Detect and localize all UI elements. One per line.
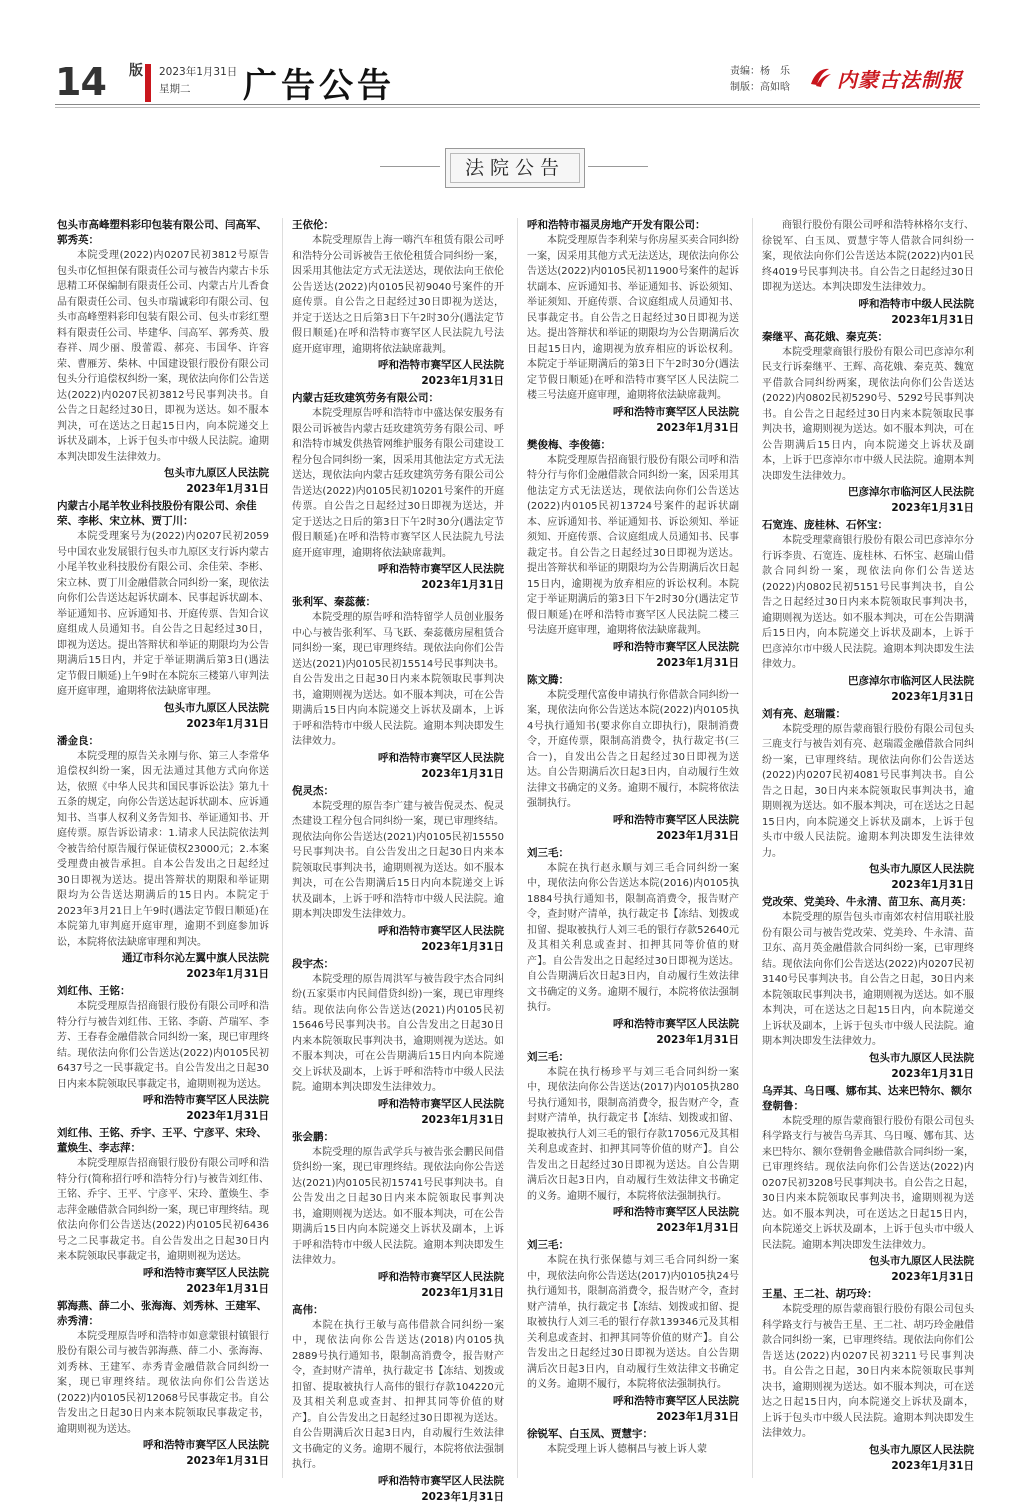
- notice-party: 刘三毛：: [527, 846, 569, 859]
- notice-body: 本院受理的原告呼和浩特留学人员创业服务中心与被告张利军、马飞跃、秦蕊薇房屋租赁合同纠纷一案，现已审理终结。现依法向你们公告送达(2021)内0105民初15514号民事判决书。自公告发出之日起30日内来本院领取民事判决书，逾期则视为送达。如不服本判决，可在公告期满后15日内向本院递交上诉状及副本，上诉于呼和浩特市中级人民法院。逾期本判决即发生法律效力。: [292, 612, 504, 747]
- notice-body: 本院受理原告招商银行股份有限公司呼和浩特分行(简称招行呼和浩特分行)与被告刘红伟、王铭、乔宇、王平、宁彦平、宋玲、董焕生、李志萍金融借款合同纠纷一案，现已审理终结。现依法向你们公告送达(2022)内0105民初6436号之二民事裁定书。自公告发出之日起30日内来本院领取民事裁定书，逾期则视为送达。: [57, 1158, 269, 1262]
- notice-column-2: [292, 218, 504, 1507]
- notice-body: 本院受理原告招商银行股份有限公司呼和浩特分行与你们金融借款合同纠纷一案，因采用其他法定方式无法送达，现依法向你们公告送达(2022)内0105民初13724号案件的起诉状副本、应诉通知书、举证通知书、诉讼须知、举证须知、开庭传票、合议庭组成人员通知书、民事裁定书。自公告之日起经过30日即视为送达。提出答辩状和举证的期限均为公告期满后次日起15日内，逾期视为放弃相应的诉讼权利。本院定于举证期满后的第3日下午2时30分(遇法定节假日顺延)在呼和浩特市赛罕区人民法院二楼三号法庭开庭审理，逾期将依法缺席裁判。: [527, 454, 739, 636]
- notice-party: 张利军、秦蕊薇：: [292, 596, 376, 608]
- issue-date: 2023年1月31日: [159, 66, 238, 78]
- notice-party: 郭海燕、薛二小、张海海、刘秀林、王建军、赤秀清：: [57, 1299, 267, 1327]
- notice-body: 本院受理代富俊申请执行你借款合同纠纷一案，现依法向你公告送达本院(2022)内0105执4号执行通知书(要求你自立即执行)，限制消费令，开庭传票，限制高消费令，执行裁定书(三合一)，自发出公告之日起经过30日即视为送达。自公告期满后次日起3日内，自动履行生效法律文书确定的义务。逾期不履行，本院将依法强制执行。: [527, 689, 739, 809]
- notice-body: 本院受理的原告李广建与被告倪灵杰、倪灵杰建设工程分包合同纠纷一案，现已审理终结。现依法向你公告送达(2021)内0105民初15550号民事判决书。自公告发出之日起30日内来本院领取民事判决书，逾期则视为送达。如不服本判决，可在公告期满后15日内向本院递交上诉状及副本，上诉于呼和浩特市中级人民法院。逾期本判决即发生法律效力。: [292, 800, 504, 920]
- editor-name: 责编：杨 乐: [730, 66, 790, 77]
- notice-body: 本院受理(2022)内0207民初3812号原告包头市亿恒担保有限责任公司与被告内蒙古卡乐思精工环保编制有限责任公司、内蒙古片儿香食品有限责任公司、包头市瑞诚彩印有限公司、包头市高峰塑料彩印包装有限公司、包头市彩红塑料有限责任公司、毕建华、闫高军、郭秀英、殷春祥、周少丽、殷蕾霞、郝亮、韦国华、许容荣、曹雁芳、柴林、中国建设银行股份有限公司包头分行追偿权纠纷一案，现依法向你们公告送达(2022)内0207民初3812号民事判决书。自公告之日起经过30日，即视为送达。如不服本判决，可在送达之日起15日内，向本院递交上诉状及副本，上诉于包头市中级人民法院。逾期本判决即发生法律效力。: [57, 250, 269, 463]
- notice-court: 包头市九原区人民法院: [869, 1051, 974, 1064]
- notice-body: 本院受理的原告武学兵与被告张会鹏民间借贷纠纷一案，现已审理终结。现依法向你公告送达(2021)内0105民初15741号民事判决书。自公告发出之日起30日内来本院领取民事判决书，逾期则视为送达。如不服本判决，可在公告期满后15日内向本院递交上诉状及副本，上诉于呼和浩特市中级人民法院。逾期本判决即发生法律效力。: [292, 1146, 504, 1266]
- header-rule: [55, 104, 980, 105]
- notice-party: 徐锐军、白玉凤、贾慧宇：: [527, 1427, 653, 1440]
- notice-party: 刘有亮、赵瑞霞：: [762, 707, 846, 720]
- notice-court: 呼和浩特市赛罕区人民法院: [143, 1266, 269, 1279]
- notice-date: 2023年1月31日: [891, 690, 974, 703]
- notice-court: 呼和浩特市赛罕区人民法院: [613, 1394, 739, 1407]
- court-notice: [762, 707, 974, 894]
- notice-party: 刘三毛：: [527, 1239, 569, 1251]
- court-notice: [292, 957, 504, 1128]
- notice-date: 2023年1月31日: [186, 1282, 269, 1295]
- notice-body: 商银行股份有限公司呼和浩特林格尔支行、徐锐军、白玉凤、贾慧宇等人借款合同纠纷一案，现依法向你们公告送达本院(2022)内01民终4019号民事判决书。自公告之日起经过30日即视为送达。本判决即发生法律效力。: [762, 220, 974, 293]
- notice-court: 呼和浩特市赛罕区人民法院: [143, 1094, 269, 1106]
- court-notice: [762, 895, 974, 1082]
- page-header: [55, 58, 980, 108]
- court-notice: [527, 1238, 739, 1425]
- notice-date: 2023年1月31日: [186, 717, 269, 730]
- notice-court: 呼和浩特市赛罕区人民法院: [378, 359, 504, 371]
- notice-party: 乌弄其、乌日嘎、娜布其、达来巴特尔、额尔登朝鲁：: [762, 1084, 972, 1112]
- court-notice: [57, 1299, 269, 1470]
- court-notice: [527, 673, 739, 844]
- court-notice: [292, 1303, 504, 1505]
- notice-party: 王星、王二社、胡巧玲：: [762, 1288, 878, 1300]
- notice-date: 2023年1月31日: [891, 313, 974, 326]
- notice-body: 本院在执行杨珍平与刘三毛合同纠纷一案中，现依法向你公告送达(2017)内0105执280号执行通知书，限制高消费令，报告财产令，查封财产清单，执行裁定书【冻结、划拨或扣留、提取被执行人刘三毛的银行存款17056元及其相关利息或查封、扣押其同等价值的财产】。自公告发出之日起经过30日即视为送达。自公告期满后次日起3日内，自动履行生效法律文书确定的义务。逾期不履行，本院将依法强制执行。: [527, 1066, 739, 1202]
- notice-date: 2023年1月31日: [186, 1455, 269, 1467]
- notice-body: 本院受理原告呼和浩特市中盛达保安服务有限公司诉被告内蒙古廷玫建筑劳务有限公司、呼和浩特市城发供热管网维护服务有限公司建设工程分包合同纠纷一案，因采用其他法定方式无法送达，现依法向内蒙古廷玫建筑劳务有限公司公告送达(2022)内0105民初10201号案件的开庭传票。自公告之日起经过30日即视为送达，并定于送达之日后的第3日下午2时30分(遇法定节假日顺延)在呼和浩特市赛罕区人民法院九号法庭开庭审理，逾期将依法缺席裁判。: [292, 408, 504, 559]
- court-notice: [762, 218, 974, 328]
- notice-date: 2023年1月31日: [656, 829, 739, 842]
- notice-party: 段宇杰：: [292, 957, 334, 970]
- notice-date: 2023年1月31日: [891, 1271, 974, 1283]
- notice-party: 刘三毛：: [527, 1050, 569, 1063]
- court-notice: [292, 784, 504, 955]
- notice-party: 内蒙古小尾羊牧业科技股份有限公司、余佳荣、李彬、宋立林、贾丁川：: [57, 500, 257, 527]
- notice-court: 包头市九原区人民法院: [869, 1255, 974, 1267]
- notice-date: 2023年1月31日: [421, 940, 504, 953]
- logo-mark-icon: [807, 64, 833, 90]
- notice-court: 呼和浩特市赛罕区人民法院: [378, 1270, 504, 1283]
- notice-court: 通辽市科尔沁左翼中旗人民法院: [122, 952, 269, 964]
- notice-body: 本院在执行赵永顺与刘三毛合同纠纷一案中，现依法向你公告送达本院(2016)内0105执1884号执行通知书，限制高消费令，报告财产令，查封财产清单，执行裁定书【冻结、划拨或扣留、提取被执行人刘三毛的银行存款52640元及其相关利息或查封、扣押其同等价值的财产】。自公告发出之日起经过30日即视为送达。自公告期满后次日起3日内，自动履行生效法律文书确定的义务。逾期不履行，本院将依法强制执行。: [527, 862, 739, 1013]
- notice-date: 2023年1月31日: [891, 1067, 974, 1080]
- notice-court: 包头市九原区人民法院: [164, 467, 269, 479]
- notice-court: 呼和浩特市赛罕区人民法院: [613, 813, 739, 826]
- notice-date: 2023年1月31日: [656, 421, 739, 434]
- section-banner: [445, 148, 585, 188]
- court-notice: [762, 330, 974, 517]
- notice-court: 呼和浩特市赛罕区人民法院: [378, 1097, 504, 1110]
- newspaper-logo: [807, 64, 982, 94]
- notice-date: 2023年1月31日: [421, 375, 504, 387]
- section-banner-text: 法院公告: [450, 153, 580, 183]
- notice-date: 2023年1月31日: [186, 1110, 269, 1122]
- notice-court: 巴彦淖尔市临河区人民法院: [848, 486, 974, 498]
- notice-court: 巴彦淖尔市临河区人民法院: [848, 674, 974, 687]
- court-notice: [57, 218, 269, 497]
- header-rule-thin: [55, 107, 980, 108]
- notice-column-4: [762, 218, 974, 1476]
- notice-court: 包头市九原区人民法院: [164, 701, 269, 714]
- notice-party: 秦继平、高花娥、秦克英：: [762, 330, 888, 343]
- notice-date: 2023年1月31日: [421, 767, 504, 780]
- page-number: 14: [55, 60, 106, 104]
- notice-body: 本院受理的原告蒙商银行股份有限公司包头三鹿支行与被告刘有亮、赵瑞霞金融借款合同纠纷一案，已审理终结。现依法向你们公告送达(2022)内0207民初4081号民事判决书。自公告之日起，30日内来本院领取民事判决书，逾期则视为送达。如不服本判决，可在送达之日起15日内，向本院递交上诉状及副本，上诉于包头市中级人民法院。逾期本判决即发生法律效力。: [762, 723, 974, 859]
- notice-body: 本院受理上诉人德桐昌与被上诉人蒙: [547, 1443, 707, 1455]
- notice-date: 2023年1月31日: [656, 1033, 739, 1046]
- notice-party: 刘红伟、王铭：: [57, 985, 131, 997]
- notice-date: 2023年1月31日: [656, 1222, 739, 1234]
- column-divider: [517, 218, 518, 1478]
- page-number-suffix: 版: [129, 63, 143, 79]
- notice-court: 呼和浩特市赛罕区人民法院: [378, 751, 504, 764]
- court-notice: [527, 846, 739, 1048]
- court-notice: [527, 218, 739, 436]
- notice-party: 潘金良：: [57, 734, 99, 747]
- notice-body: 本院在执行王敏与高伟借款合同纠纷一案中，现依法向你公告送达(2018)内0105执2889号执行通知书，限制高消费令，报告财产令，查封财产清单，执行裁定书【冻结、划拨或扣留、提取被执行人高伟的银行存款104220元及其相关利息或查封、扣押其同等价值的财产】。自公告发出之日起经过30日即视为送达。自公告期满后次日起3日内，自动履行生效法律文书确定的义务。逾期不履行，本院将依法强制执行。: [292, 1319, 504, 1470]
- court-notice: [527, 1427, 739, 1458]
- notice-date: 2023年1月31日: [421, 579, 504, 591]
- notice-date: 2023年1月31日: [891, 502, 974, 514]
- notice-body: 本院受理蒙商银行股份有限公司巴彦淖尔利民支行诉秦继平、王辉、高花娥、秦克英、魏宽平借款合同纠纷两案，现依法向你们公告送达(2022)内0802民初5290号、5292号民事判决书。自公告之日起经过30日内来本院领取民事判决书，逾期则视为送达。如不服本判决，可在公告期满后15日内，向本院递交上诉状及副本，上诉于巴彦淖尔市中级人民法院。逾期本判决即发生法律效力。: [762, 346, 974, 482]
- notice-court: 呼和浩特市赛罕区人民法院: [613, 405, 739, 418]
- court-notice: [57, 984, 269, 1124]
- notice-column-1: [57, 218, 269, 1471]
- column-divider: [752, 218, 753, 1478]
- logo-text: 内蒙古法制报: [837, 68, 963, 92]
- notice-body: 本院受理蒙商银行股份有限公司巴彦淖尔分行诉李贵、石宽连、庞桂林、石怀宝、赵瑞山借款合同纠纷一案，现依法向你们公告送达(2022)内0802民初5151号民事判决书，自公告之日起经过30日内来本院领取民事判决书，逾期则视为送达。如不服本判决，可在公告期满后15日内，向本院递交上诉状及副本，上诉于巴彦淖尔市中级人民法院。逾期本判决即发生法律效力。: [762, 535, 974, 670]
- court-notice: [57, 1126, 269, 1297]
- notice-party: 倪灵杰：: [292, 784, 334, 797]
- notice-party: 高伟：: [292, 1303, 324, 1316]
- notice-date: 2023年1月31日: [186, 968, 269, 980]
- notice-body: 本院受理原告呼和浩特市如意蒙银村镇银行股份有限公司与被告郭海燕、薛二小、张海海、刘秀林、王建军、赤秀青金融借款合同纠纷一案，现已审理终结。现依法向你们公告送达(2022)内0105民初12068号民事裁定书。自公告发出之日起30日内来本院领取民事裁定书，逾期则视为送达。: [57, 1330, 269, 1435]
- notice-court: 呼和浩特市赛罕区人民法院: [613, 1206, 739, 1218]
- court-notice: [292, 218, 504, 389]
- notice-body: 本院在执行张保德与刘三毛合同纠纷一案中，现依法向你公告送达(2017)内0105执24号执行通知书，限制高消费令，报告财产令，查封财产清单，执行裁定书【冻结、划拨或扣留、提取被执行人刘三毛的银行存款139346元及其相关利息或查封、扣押其同等价值的财产】。自公告发出之日起经过30日即视为送达。自公告期满后次日起3日内，自动履行生效法律文书确定的义务。逾期不履行，本院将依法强制执行。: [527, 1255, 739, 1390]
- notice-party: 王依伦：: [292, 219, 334, 231]
- notice-date: 2023年1月31日: [656, 1410, 739, 1423]
- notice-body: 本院受理的原告蒙商银行股份有限公司包头科学路支行与被告王星、王二社、胡巧玲金融借款合同纠纷一案，已审理终结。现依法向你们公告送达(2022)内0207民初3211号民事判决书。自公告之日起，30日内来本院领取民事判决书，逾期则视为送达。如不服本判决，可在送达之日起15日内，向本院递交上诉状及副本，上诉于包头市中级人民法院。逾期本判决即发生法律效力。: [762, 1304, 974, 1439]
- notice-party: 党改荣、党美玲、牛永清、苗卫东、高月英：: [762, 896, 972, 908]
- notice-body: 本院受理原告李利荣与你房屋买卖合同纠纷一案，因采用其他方式无法送达，现依法向你公告送达(2022)内0105民初11900号案件的起诉状副本、应诉通知书、举证通知书、诉讼须知、举证须知、开庭传票、合议庭组成人员通知书、民事裁定书。自公告之日起经过30日即视为送达。提出答辩状和举证的期限均为公告期满后次日起15日内，逾期视为放弃相应的诉讼权利。本院定于举证期满后的第3日下午2时30分(遇法定节假日顺延)在呼和浩特市赛罕区人民法院二楼三号法庭开庭审理，逾期将依法缺席裁判。: [527, 235, 739, 401]
- notice-date: 2023年1月31日: [891, 1459, 974, 1472]
- notice-body: 本院受理案号为(2022)内0207民初2059号中国农业发展银行包头市九原区支行诉内蒙古小尾羊牧业科技股份有限公司、余佳荣、李彬、宋立林、贾丁川金融借款合同纠纷一案，现依法向你们公告送达起诉状副本、民事起诉状副本、举证通知书、应诉通知书、开庭传票、告知合议庭组成人员通知书。自公告之日起经过30日，即视为送达。提出答辩状和举证的期限均为公告期满后15日内，并定于举证期满后第3日(遇法定节假日顺延)上午9时在本院东三楼第八审判法庭开庭审理，逾期将依法缺席审理。: [57, 531, 269, 697]
- court-notice: [57, 499, 269, 732]
- notice-body: 本院受理原告上海一嗨汽车租赁有限公司呼和浩特分公司诉被告王依伦租赁合同纠纷一案，因采用其他法定方式无法送达，现依法向王依伦公告送达(2022)内0105民初9040号案件的开庭传票。自公告之日起经过30日即视为送达，并定于送达之日后第3日下午2时30分(遇法定节假日顺延)在呼和浩特市赛罕区人民法院九号法庭开庭审理，逾期将依法缺席裁判。: [292, 235, 504, 355]
- notice-date: 2023年1月31日: [656, 656, 739, 669]
- court-notice: [292, 1130, 504, 1301]
- banner-right-line: [588, 166, 648, 167]
- notice-court: 呼和浩特市赛罕区人民法院: [613, 1017, 739, 1030]
- notice-body: 本院受理的原告关永刚与你、第三人李常华追偿权纠纷一案，因无法通过其他方式向你送达，依照《中华人民共和国民事诉讼法》第九十五条的规定，向你公告送达起诉状副本、应诉通知书、当事人权利义务告知书、举证通知书、开庭传票。原告诉讼请求：1.请求人民法院依法判令被告给付原告履行保证债权23000元；2.本案受理费由被告承担。自本公告发出之日起经过30日即视为送达。提出答辩状的期限和举证期限均为公告送达期满后的15日内。本院定于2023年3月21日上午9时(遇法定节假日顺延)在本院第九审判庭开庭审理，逾期不到庭参加诉讼，本院将依法缺席审理和判决。: [57, 750, 269, 948]
- court-notice: [762, 1287, 974, 1474]
- notice-court: 包头市九原区人民法院: [869, 863, 974, 875]
- notice-date: 2023年1月31日: [421, 1490, 504, 1503]
- notice-party: 张会鹏：: [292, 1130, 334, 1143]
- notice-date: 2023年1月31日: [186, 483, 269, 495]
- notice-party: 樊俊梅、李俊德：: [527, 438, 611, 451]
- notice-body: 本院受理的原告周洪军与被告段宇杰合同纠纷(五家渠市内民间借贷纠纷)一案，现已审理终结。现依法向你公告送达(2021)内0105民初15646号民事判决书。自公告发出之日起30日内来本院领取民事判决书，逾期则视为送达。如不服本判决，可在公告期满后15日内向本院递交上诉状及副本，上诉于呼和浩特市中级人民法院。逾期本判决即发生法律效力。: [292, 973, 504, 1093]
- issue-weekday: 星期二: [159, 83, 191, 95]
- notice-court: 呼和浩特市赛罕区人民法院: [378, 563, 504, 575]
- court-notice: [527, 438, 739, 671]
- section-title: 广告公告: [243, 66, 395, 106]
- court-notice: [762, 1084, 974, 1286]
- notice-party: 内蒙古廷玫建筑劳务有限公司：: [292, 392, 439, 404]
- notice-court: 呼和浩特市赛罕区人民法院: [378, 924, 504, 937]
- column-divider: [282, 218, 283, 1478]
- notice-body: 本院受理的原告包头市南郊农村信用联社股份有限公司与被告党改荣、党美玲、牛永清、苗卫东、高月英金融借款合同纠纷一案，已审理终结。现依法向你们公告送达(2022)内0207民初3140号民事判决书。自公告之日起，30日内来本院领取民事判决书，逾期则视为送达。如不服本判决，可在送达之日起15日内，向本院递交上诉状及副本，上诉于包头市中级人民法院。逾期本判决即发生法律效力。: [762, 912, 974, 1047]
- notice-party: 石宽连、庞桂林、石怀宝：: [762, 519, 888, 531]
- banner-left-line: [380, 166, 440, 167]
- notice-court: 呼和浩特市中级人民法院: [858, 297, 974, 310]
- notice-column-3: [527, 218, 739, 1458]
- notice-party: 刘红伟、王铭、乔宇、王平、宁彦平、宋玲、董焕生、李志萍：: [57, 1127, 267, 1154]
- notice-party: 陈文腾：: [527, 673, 569, 686]
- court-notice: [57, 734, 269, 983]
- notice-date: 2023年1月31日: [891, 879, 974, 891]
- notice-party: 呼和浩特市福灵房地产开发有限公司：: [527, 219, 706, 231]
- court-notice: [292, 595, 504, 782]
- notice-court: 呼和浩特市赛罕区人民法院: [143, 1439, 269, 1451]
- notice-court: 包头市九原区人民法院: [869, 1443, 974, 1456]
- court-notice: [527, 1050, 739, 1237]
- notice-date: 2023年1月31日: [421, 1113, 504, 1126]
- notice-court: 呼和浩特市赛罕区人民法院: [613, 640, 739, 653]
- notice-party: 包头市高峰塑料彩印包装有限公司、闫高军、郭秀英：: [57, 219, 267, 246]
- court-notice: [292, 391, 504, 593]
- notice-body: 本院受理原告招商银行股份有限公司呼和浩特分行与被告刘红伟、王铭、李蔚、芦瑞军、李芳、王春春金融借款合同纠纷一案，现已审理终结。现依法向你们公告送达(2022)内0105民初6437号之一民事裁定书。自公告发出之日起30日内来本院领取民事裁定书，逾期则视为送达。: [57, 1001, 269, 1090]
- producer-name: 制版：高如晗: [730, 82, 790, 93]
- court-notice: [762, 518, 974, 705]
- notice-date: 2023年1月31日: [421, 1286, 504, 1299]
- notice-body: 本院受理的原告蒙商银行股份有限公司包头科学路支行与被告乌弄其、乌日嘎、娜布其、达来巴特尔、额尔登朝鲁金融借款合同纠纷一案，已审理终结。现依法向你们公告送达(2022)内0207民初3208号民事判决书。自公告之日起，30日内来本院领取民事判决书，逾期则视为送达。如不服本判决，可在送达之日起15日内，向本院递交上诉状及副本，上诉于包头市中级人民法院。逾期本判决即发生法律效力。: [762, 1115, 974, 1251]
- notice-court: 呼和浩特市赛罕区人民法院: [378, 1474, 504, 1487]
- editor-credits: [730, 64, 790, 96]
